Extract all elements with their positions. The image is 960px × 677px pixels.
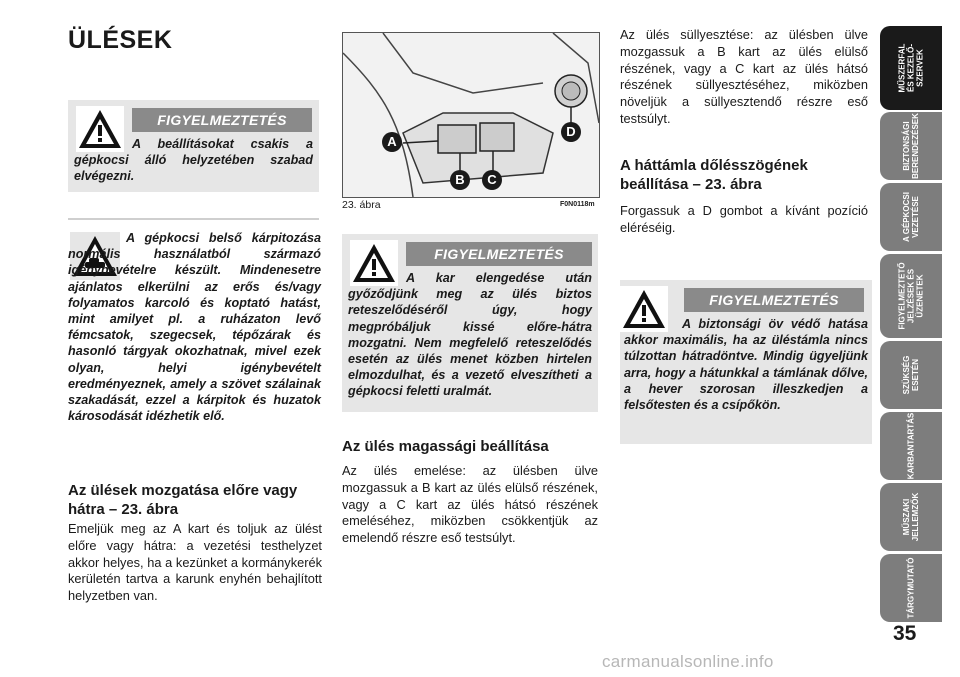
tab-safety[interactable]: BIZTONSÁGI BERENDEZÉSEK bbox=[880, 112, 942, 180]
section-heading-seat-slide: Az ülések mozgatása előre vagy hátra – 23. ábra bbox=[68, 482, 298, 518]
figure-label-b: B bbox=[450, 170, 470, 190]
warning-box-1 bbox=[68, 100, 319, 192]
page-number: 35 bbox=[893, 622, 917, 645]
section-text-height-raise: Az ülés emelése: az ülésben ülve mozgassuk a B kart az ülés elülső részének, vagy a C kart az ülés hátsó részének emeléséhez, miközben csökkentjük az emelendő részre eső testsúlyt. bbox=[342, 463, 598, 546]
figure-code: F0N0118m bbox=[560, 201, 595, 208]
warning-heading-1: FIGYELMEZTETÉS bbox=[132, 108, 312, 132]
section-text-height-lower: Az ülés süllyesztése: az ülésben ülve mozgassuk a B kart az ülés elülső részének, vagy a C kart az ülés hátsó részének süllyesztéséhez, miközben növeljük a süllyesztendő részre eső testsúlyt. bbox=[620, 27, 868, 126]
tab-emergency[interactable]: SZÜKSÉG ESETÉN bbox=[880, 341, 942, 409]
page-title: ÜLÉSEK bbox=[68, 26, 173, 54]
figure-label-d: D bbox=[561, 122, 581, 142]
divider bbox=[68, 218, 319, 220]
tab-driving[interactable]: A GÉPKOCSI VEZETÉSE bbox=[880, 183, 942, 251]
section-text-seat-slide: Emeljük meg az A kart és toljuk az ülést előre vagy hátra: a vezetési testhelyzet akkor helyes, ha a kezünket a kormánykerék kerületén tartva a karunk enyhén behajlított helyzetben van. bbox=[68, 521, 322, 604]
upholstery-note: A gépkocsi belső kárpitozása normális használatból származó igénybevételre készült. Mindenesetre ajánlatos elkerülni az erős és/vagy folyamatos karcoló és koptató hatást, mint amilyet pl. a ruházaton levő fémcsatok, szegecsek, tépőzárak és hasonló tárgyak okozhatnak, mivel ezek olyan, helyi igénybevételt eredményeznek, amely a szövet szálainak szakadását, ezzel a kárpitok és huzatok károsodását idézhetik elő. bbox=[68, 231, 321, 424]
warning-heading-3: FIGYELMEZTETÉS bbox=[684, 288, 864, 312]
seat-controls-figure bbox=[342, 32, 600, 198]
warning-box-2 bbox=[342, 234, 598, 412]
section-heading-height: Az ülés magassági beállítása bbox=[342, 438, 549, 455]
tab-index[interactable]: TÁRGYMUTATÓ bbox=[880, 554, 942, 622]
warning-text-1: A beállításokat csakis a gépkocsi álló helyzetében szabad elvégezni. bbox=[74, 137, 313, 184]
section-text-backrest: Forgassuk a D gombot a kívánt pozíció eléréséig. bbox=[620, 203, 868, 235]
figure-label-c: C bbox=[482, 170, 502, 190]
tab-instruments[interactable]: MŰSZERFAL ÉS KEZELŐ- SZERVEK bbox=[880, 26, 942, 110]
tab-specs[interactable]: MŰSZAKI JELLEMZŐK bbox=[880, 483, 942, 551]
figure-caption: 23. ábra bbox=[342, 199, 381, 211]
watermark: carmanualsonline.info bbox=[602, 652, 774, 671]
section-heading-backrest: A háttámla dőlésszögének beállítása – 23. ábra bbox=[620, 157, 808, 193]
figure-label-a: A bbox=[382, 132, 402, 152]
tab-warnings[interactable]: FIGYELMEZTETŐ JELZÉSEK ÉS ÜZENETEK bbox=[880, 254, 942, 338]
warning-text-3: A biztonsági öv védő hatása akkor maximális, ha az üléstámla nincs túlzottan hátradöntve. Mindig ügyeljünk arra, hogy a hátunkkal a támlának dőlve, a hever szorosan illeszkedjen a felsőtesten és a csípőkön. bbox=[624, 317, 868, 413]
tab-maintenance[interactable]: KARBANTARTÁS bbox=[880, 412, 942, 480]
warning-box-3 bbox=[620, 280, 872, 444]
warning-text-2: A kar elengedése után győződjünk meg az ülés biztos reteszelődéséről úgy, hogy megpróbáljuk kissé előre-hátra mozgatni. Nem megfelelő reteszelődés esetén az ülés menet közben hirtelen elmozdulhat, és a vezető elveszítheti a gépkocsi feletti uralmát. bbox=[348, 271, 592, 399]
warning-heading-2: FIGYELMEZTETÉS bbox=[406, 242, 592, 266]
